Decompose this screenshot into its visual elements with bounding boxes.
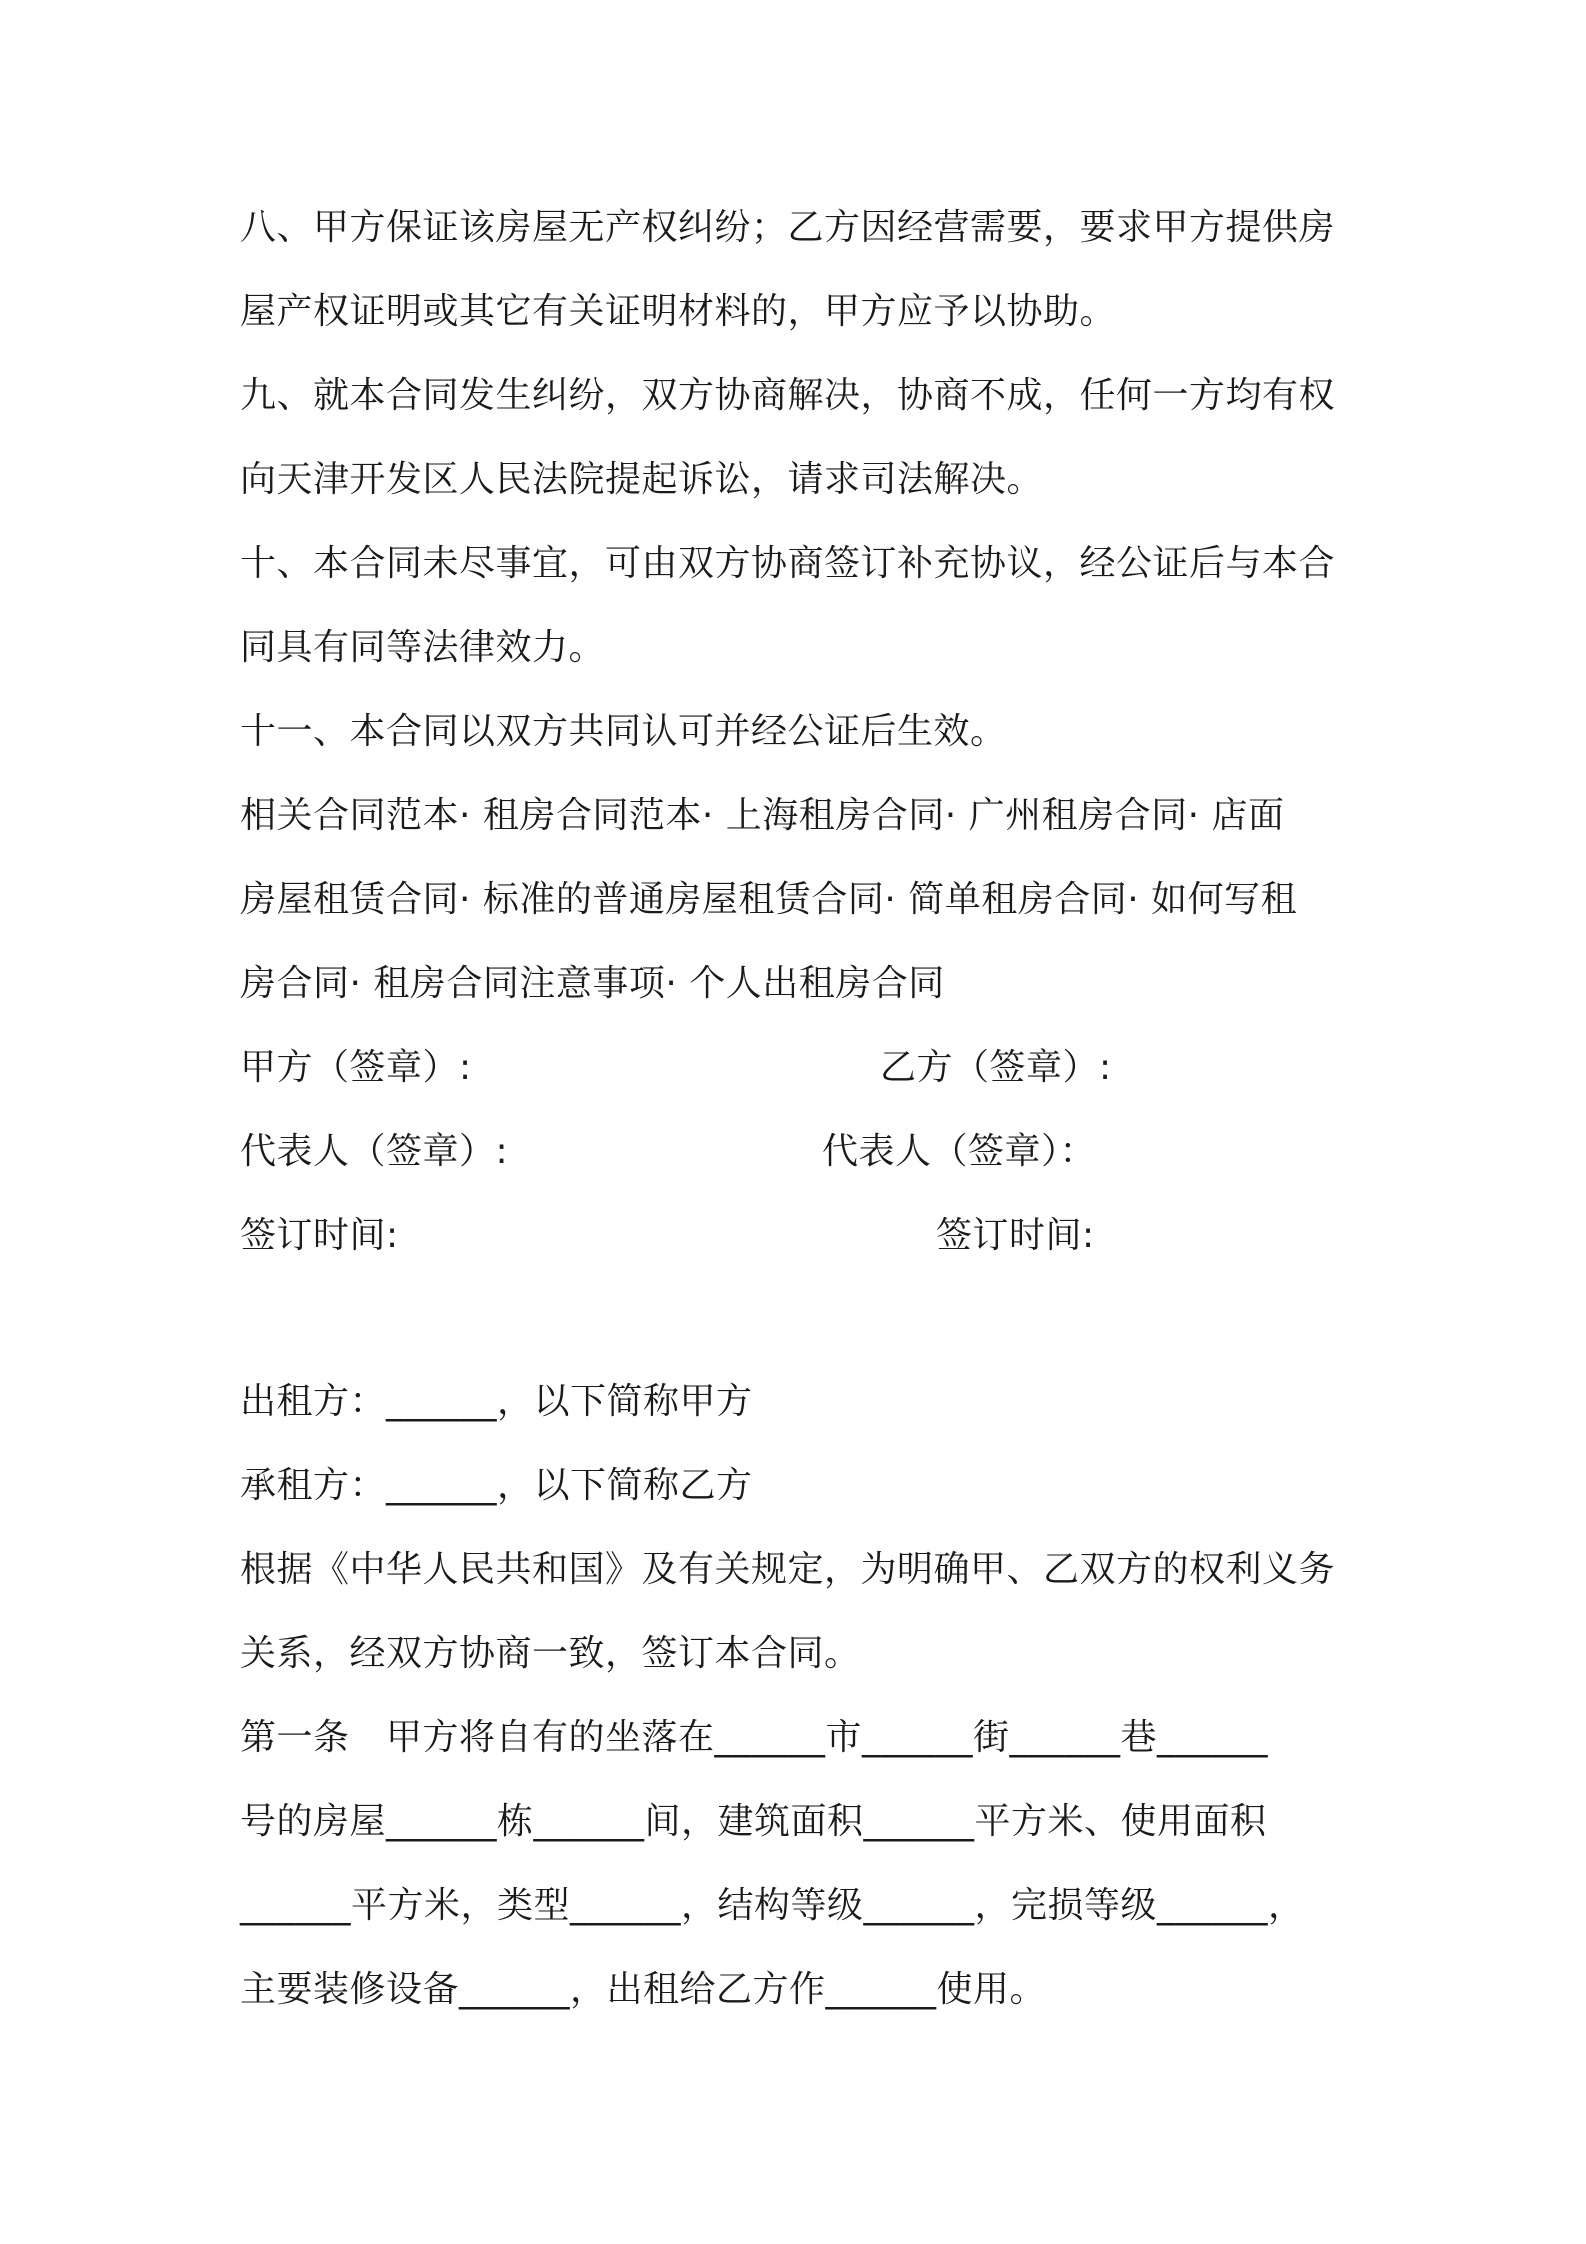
clause-10-line-2: 同具有同等法律效力。 [240,627,606,668]
rep-b-seal-label: 代表人（签章）： [822,1131,1097,1172]
sign-date-a-label: 签订时间: [240,1215,399,1256]
related-templates-line-3: 房合同· 租房合同注意事项· 个人出租房合同 [240,963,945,1004]
clause-8-line-1: 八、甲方保证该房屋无产权纠纷；乙方因经营需要，要求甲方提供房 [240,207,1336,248]
clause-9-line-2: 向天津开发区人民法院提起诉讼，请求司法解决。 [240,459,1044,500]
party-b-seal-label: 乙方（签章）: [880,1047,1112,1088]
rep-a-seal-label: 代表人（签章）: [240,1131,509,1172]
clause-8-line-2: 屋产权证明或其它有关证明材料的，甲方应予以协助。 [240,291,1117,332]
article-1-line-1: 第一条 甲方将自有的坐落在______市______街______巷______ [240,1717,1269,1758]
related-templates-line-1: 相关合同范本· 租房合同范本· 上海租房合同· 广州租房合同· 店面 [240,795,1285,836]
preamble-line-1: 根据《中华人民共和国》及有关规定，为明确甲、乙双方的权利义务 [240,1549,1336,1590]
clause-10-line-1: 十、本合同未尽事宜，可由双方协商签订补充协议，经公证后与本合 [240,543,1336,584]
article-1-line-4: 主要装修设备______，出租给乙方作______使用。 [240,1969,1047,2010]
article-1-line-3: ______平方米，类型______，结构等级______，完损等级______， [240,1885,1305,1926]
clause-9-line-1: 九、就本合同发生纠纷，双方协商解决，协商不成，任何一方均有权 [240,375,1336,416]
article-1-line-2: 号的房屋______栋______间，建筑面积______平方米、使用面积 [240,1801,1267,1842]
sign-date-b-label: 签订时间: [936,1215,1095,1256]
related-templates-line-2: 房屋租赁合同· 标准的普通房屋租赁合同· 简单租房合同· 如何写租 [240,879,1298,920]
lessee-line: 承租方：______，以下简称乙方 [240,1465,753,1506]
preamble-line-2: 关系，经双方协商一致，签订本合同。 [240,1633,861,1674]
party-a-seal-label: 甲方（签章）: [240,1047,472,1088]
lessor-line: 出租方：______，以下简称甲方 [240,1381,753,1422]
clause-11-line-1: 十一、本合同以双方共同认可并经公证后生效。 [240,711,1007,752]
